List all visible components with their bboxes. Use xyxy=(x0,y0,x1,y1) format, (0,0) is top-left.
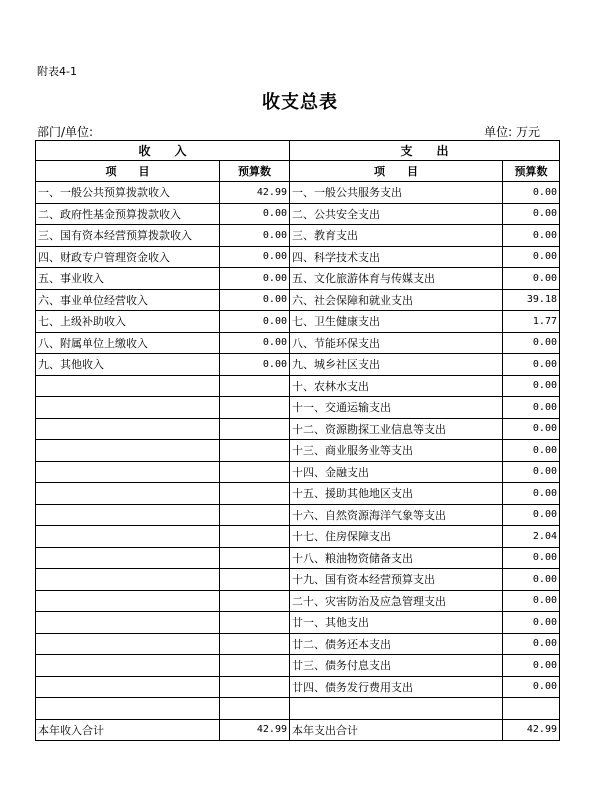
income-item-cell xyxy=(36,655,220,677)
expense-value-cell: 0.00 xyxy=(503,397,560,419)
income-item-cell: 八、附属单位上缴收入 xyxy=(36,332,220,354)
expense-value-cell xyxy=(503,698,560,720)
income-item-cell xyxy=(36,418,220,440)
department-label: 部门/单位: xyxy=(37,125,94,139)
expense-item-cell: 十、农林水支出 xyxy=(290,375,503,397)
income-item-cell xyxy=(36,590,220,612)
income-item-cell xyxy=(36,612,220,634)
expense-item-cell: 十二、资源勘探工业信息等支出 xyxy=(290,418,503,440)
income-value-cell xyxy=(220,547,290,569)
expense-item-cell: 十九、国有资本经营预算支出 xyxy=(290,569,503,591)
table-row xyxy=(36,375,560,397)
expense-value-cell: 0.00 xyxy=(503,418,560,440)
section-header-row xyxy=(36,141,560,161)
income-item-cell xyxy=(36,633,220,655)
table-row xyxy=(36,311,560,333)
expense-item-cell: 十一、交通运输支出 xyxy=(290,397,503,419)
income-item-cell xyxy=(36,397,220,419)
expense-value-cell: 0.00 xyxy=(503,354,560,376)
table-row xyxy=(36,633,560,655)
income-item-cell xyxy=(36,698,220,720)
income-value-cell xyxy=(220,590,290,612)
expense-value-cell: 0.00 xyxy=(503,225,560,247)
expense-item-cell: 十三、商业服务业等支出 xyxy=(290,440,503,462)
expense-item-cell: 十四、金融支出 xyxy=(290,461,503,483)
expense-item-cell: 十八、粮油物资储备支出 xyxy=(290,547,503,569)
income-value-cell xyxy=(220,418,290,440)
income-budget-header: 预算数 xyxy=(220,161,290,182)
income-item-cell xyxy=(36,461,220,483)
table-row xyxy=(36,461,560,483)
table-row xyxy=(36,547,560,569)
income-value-cell: 0.00 xyxy=(220,225,290,247)
table-row xyxy=(36,612,560,634)
income-item-cell: 七、上级补助收入 xyxy=(36,311,220,333)
table-row xyxy=(36,483,560,505)
income-total-label: 本年收入合计 xyxy=(36,719,220,741)
expense-value-cell: 0.00 xyxy=(503,504,560,526)
table-row xyxy=(36,354,560,376)
table-row xyxy=(36,698,560,720)
income-value-cell xyxy=(220,483,290,505)
expense-value-cell: 0.00 xyxy=(503,483,560,505)
expense-item-cell: 廿四、债务发行费用支出 xyxy=(290,676,503,698)
expense-item-cell: 五、文化旅游体育与传媒支出 xyxy=(290,268,503,290)
income-value-cell xyxy=(220,526,290,548)
expense-item-cell: 六、社会保障和就业支出 xyxy=(290,289,503,311)
income-value-cell xyxy=(220,676,290,698)
income-value-cell xyxy=(220,504,290,526)
income-value-cell: 0.00 xyxy=(220,354,290,376)
expense-item-cell: 八、节能环保支出 xyxy=(290,332,503,354)
expense-item-header: 项 目 xyxy=(290,161,503,182)
expense-value-cell: 0.00 xyxy=(503,268,560,290)
expense-value-cell: 0.00 xyxy=(503,182,560,204)
expense-item-cell: 十五、援助其他地区支出 xyxy=(290,483,503,505)
income-item-cell xyxy=(36,547,220,569)
expense-value-cell: 0.00 xyxy=(503,440,560,462)
totals-row xyxy=(36,719,560,741)
expense-value-cell: 2.04 xyxy=(503,526,560,548)
income-value-cell: 0.00 xyxy=(220,246,290,268)
income-section-header: 收 入 xyxy=(36,141,290,161)
income-value-cell xyxy=(220,633,290,655)
income-value-cell xyxy=(220,375,290,397)
table-row xyxy=(36,569,560,591)
income-value-cell xyxy=(220,698,290,720)
expense-item-cell: 七、卫生健康支出 xyxy=(290,311,503,333)
income-value-cell xyxy=(220,569,290,591)
table-row xyxy=(36,397,560,419)
income-item-cell xyxy=(36,569,220,591)
income-item-cell: 九、其他收入 xyxy=(36,354,220,376)
table-row xyxy=(36,440,560,462)
income-item-header: 项 目 xyxy=(36,161,220,182)
income-value-cell: 0.00 xyxy=(220,203,290,225)
table-row xyxy=(36,332,560,354)
table-row xyxy=(36,225,560,247)
expense-value-cell: 39.18 xyxy=(503,289,560,311)
income-item-cell: 一、一般公共预算拨款收入 xyxy=(36,182,220,204)
income-value-cell xyxy=(220,461,290,483)
table-row xyxy=(36,526,560,548)
expense-item-cell: 一、一般公共服务支出 xyxy=(290,182,503,204)
table-row xyxy=(36,590,560,612)
table-row xyxy=(36,246,560,268)
expense-item-cell: 十七、住房保障支出 xyxy=(290,526,503,548)
expense-value-cell: 1.77 xyxy=(503,311,560,333)
column-header-row xyxy=(36,161,560,182)
income-item-cell: 六、事业单位经营收入 xyxy=(36,289,220,311)
income-item-cell xyxy=(36,375,220,397)
expense-item-cell: 廿一、其他支出 xyxy=(290,612,503,634)
table-row xyxy=(36,418,560,440)
table-row xyxy=(36,268,560,290)
expense-item-cell: 三、教育支出 xyxy=(290,225,503,247)
attachment-label: 附表4-1 xyxy=(37,65,77,78)
expense-value-cell: 0.00 xyxy=(503,569,560,591)
income-item-cell xyxy=(36,676,220,698)
expense-value-cell: 0.00 xyxy=(503,375,560,397)
income-value-cell xyxy=(220,655,290,677)
expense-value-cell: 0.00 xyxy=(503,203,560,225)
table-row xyxy=(36,203,560,225)
income-item-cell xyxy=(36,483,220,505)
expense-total-value: 42.99 xyxy=(503,719,560,741)
income-value-cell: 0.00 xyxy=(220,268,290,290)
income-value-cell xyxy=(220,397,290,419)
expense-item-cell: 十六、自然资源海洋气象等支出 xyxy=(290,504,503,526)
expense-value-cell: 0.00 xyxy=(503,612,560,634)
unit-label: 单位: 万元 xyxy=(484,125,540,139)
expense-value-cell: 0.00 xyxy=(503,246,560,268)
income-value-cell: 42.99 xyxy=(220,182,290,204)
table-row xyxy=(36,289,560,311)
expense-item-cell: 二十、灾害防治及应急管理支出 xyxy=(290,590,503,612)
expense-section-header: 支 出 xyxy=(290,141,560,161)
income-item-cell: 五、事业收入 xyxy=(36,268,220,290)
income-value-cell xyxy=(220,612,290,634)
expense-value-cell: 0.00 xyxy=(503,461,560,483)
income-item-cell xyxy=(36,440,220,462)
expense-value-cell: 0.00 xyxy=(503,332,560,354)
income-value-cell: 0.00 xyxy=(220,289,290,311)
income-value-cell xyxy=(220,440,290,462)
expense-budget-header: 预算数 xyxy=(503,161,560,182)
income-item-cell xyxy=(36,526,220,548)
income-item-cell xyxy=(36,504,220,526)
income-total-value: 42.99 xyxy=(220,719,290,741)
expense-value-cell: 0.00 xyxy=(503,547,560,569)
income-value-cell: 0.00 xyxy=(220,311,290,333)
income-value-cell: 0.00 xyxy=(220,332,290,354)
income-item-cell: 二、政府性基金预算拨款收入 xyxy=(36,203,220,225)
expense-value-cell: 0.00 xyxy=(503,590,560,612)
expense-value-cell: 0.00 xyxy=(503,655,560,677)
table-row xyxy=(36,182,560,204)
expense-item-cell: 廿二、债务还本支出 xyxy=(290,633,503,655)
table-row xyxy=(36,655,560,677)
budget-summary-table xyxy=(35,140,560,741)
expense-item-cell: 九、城乡社区支出 xyxy=(290,354,503,376)
income-item-cell: 四、财政专户管理资金收入 xyxy=(36,246,220,268)
expense-item-cell: 四、科学技术支出 xyxy=(290,246,503,268)
table-row xyxy=(36,676,560,698)
expense-value-cell: 0.00 xyxy=(503,676,560,698)
expense-item-cell: 二、公共安全支出 xyxy=(290,203,503,225)
table-row xyxy=(36,504,560,526)
expense-value-cell: 0.00 xyxy=(503,633,560,655)
expense-item-cell xyxy=(290,698,503,720)
income-item-cell: 三、国有资本经营预算拨款收入 xyxy=(36,225,220,247)
page-title: 收支总表 xyxy=(262,92,338,113)
expense-item-cell: 廿三、债务付息支出 xyxy=(290,655,503,677)
expense-total-label: 本年支出合计 xyxy=(290,719,503,741)
